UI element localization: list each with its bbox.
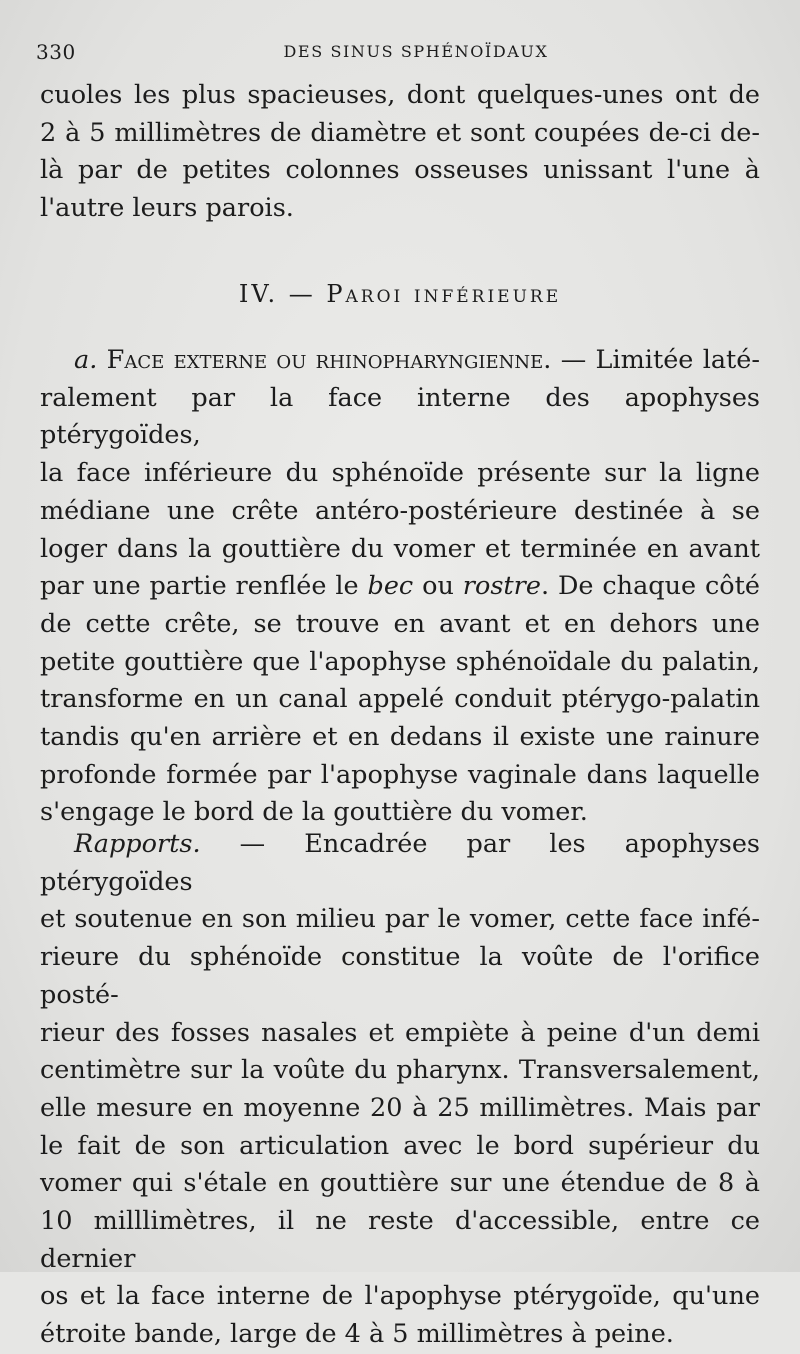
term-bec: bec [367, 571, 414, 602]
text-line: transforme en un canal appelé conduit ptérygo-palatin [40, 684, 760, 715]
text-line: petite gouttière que l'apophyse sphénoïdale du palatin, [40, 646, 760, 677]
text-line: le fait de son articulation avec le bord supérieur du [40, 1130, 760, 1161]
text-line: Rapports. — Encadrée par les apophyses ptérygoïdes [40, 829, 760, 897]
text-line: a. Face externe ou rhinopharyngienne. — Limitée laté- [74, 345, 761, 375]
text-line: centimètre sur la voûte du pharynx. Transversalement, [40, 1055, 760, 1086]
text-line: cuoles les plus spacieuses, dont quelques-unes ont de [40, 80, 760, 110]
page-number: 330 [36, 40, 76, 64]
text-line: rieur des fosses nasales et empiète à peine d'un demi [40, 1017, 760, 1048]
text-line: de cette crête, se trouve en avant et en dehors une [40, 608, 760, 639]
rapports-title: Rapports. [74, 829, 201, 859]
running-title: DES SINUS SPHÉNOÏDAUX [283, 42, 549, 61]
section-heading: IV. — Paroi inférieure [238, 280, 562, 308]
rapports-paragraph [40, 826, 760, 1354]
text-line: là par de petites colonnes osseuses unissant l'une à [40, 155, 760, 186]
text-line: médiane une crête antéro-postérieure destinée à se [40, 495, 760, 526]
text-line: et soutenue en son milieu par le vomer, cette face infé- [40, 904, 760, 935]
text-line: elle mesure en moyenne 20 à 25 millimètres. Mais par [40, 1092, 760, 1123]
text-line: par une partie renflée le bec ou rostre. De chaque côté [40, 571, 760, 602]
subsection-a-paragraph [40, 342, 760, 832]
text-line: la face inférieure du sphénoïde présente sur la ligne [40, 458, 760, 489]
page-header [36, 40, 756, 70]
subsection-label: a. [74, 345, 98, 375]
text-line: l'autre leurs parois. [40, 193, 294, 224]
text-line: ralement par la face interne des apophyses ptérygoïdes, [40, 382, 760, 451]
text-line: profonde formée par l'apophyse vaginale dans laquelle [40, 759, 760, 790]
continuation-paragraph [40, 77, 760, 228]
text-line: os et la face interne de l'apophyse ptérygoïde, qu'une [40, 1281, 760, 1312]
text-line: 10 milllimètres, il ne reste d'accessible, entre ce dernier [40, 1206, 760, 1274]
text-line: s'engage le bord de la gouttière du vomer. [40, 797, 588, 828]
text-line: étroite bande, large de 4 à 5 millimètres à peine. [40, 1319, 674, 1350]
text-line: loger dans la gouttière du vomer et terminée en avant [40, 533, 760, 564]
subsection-title: Face externe ou rhinopharyngienne. [106, 345, 552, 375]
text-line: 2 à 5 millimètres de diamètre et sont coupées de-ci de- [40, 117, 760, 148]
text-line: vomer qui s'étale en gouttière sur une étendue de 8 à [40, 1168, 760, 1199]
text-line: rieure du sphénoïde constitue la voûte de l'orifice posté- [40, 942, 760, 1010]
text-line: tandis qu'en arrière et en dedans il existe une rainure [40, 722, 760, 753]
term-rostre: rostre [462, 571, 541, 602]
